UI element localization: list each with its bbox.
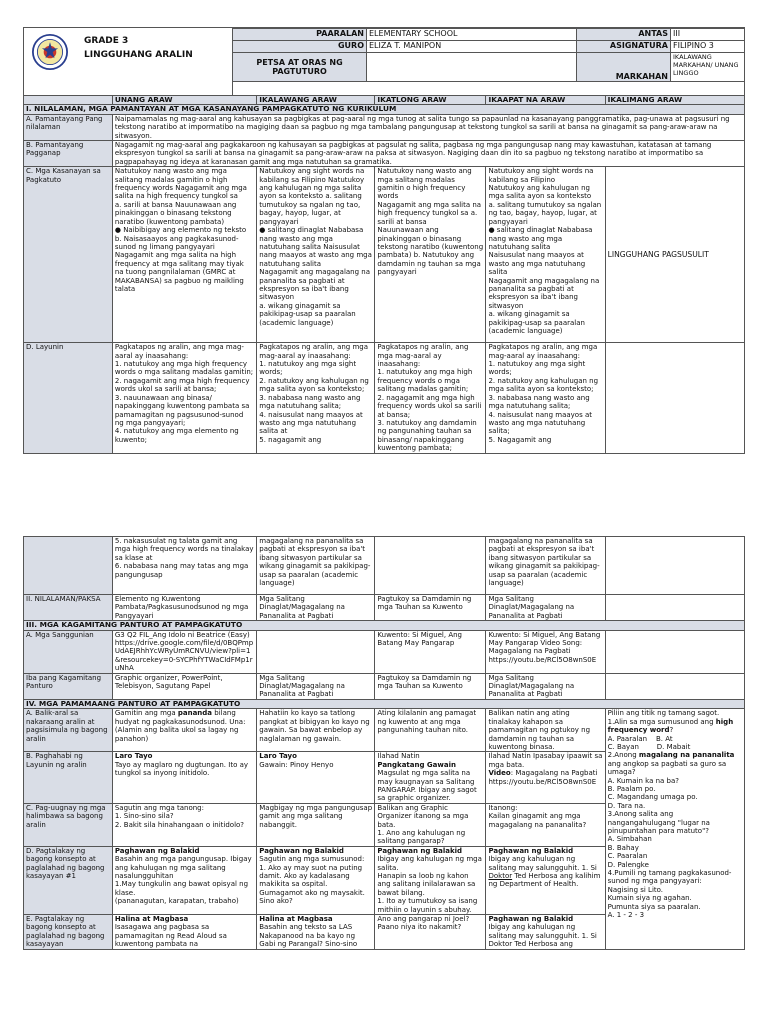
section-iii-heading: III. MGA KAGAMITANG PANTURO AT PAMPAGKATUTO	[24, 621, 745, 630]
paghahabi-day1-text: Tayo ay maglaro ng dugtungan. Ito ay tungkol sa inyong initidolo.	[114, 760, 251, 778]
row-label-pagtalakay-2: E. Pagtalakay ng bagong konsepto at paglalahad ng bagong kasayayan	[24, 915, 113, 950]
layunin-cont-day5	[605, 537, 744, 595]
pag-uugnay-day2: Magbigay ng mga pangungusap gamit ang mga salitang nabanggit.	[257, 803, 375, 846]
antas-value: III	[671, 29, 745, 41]
row-label-paghahabi: B. Paghahabi ng Layunin ng aralin	[24, 752, 113, 803]
kagamitan-day4: Mga Salitang Dinaglat/Magagalang na Pananalita at Pagbati	[486, 673, 605, 699]
asignatura-value: FILIPINO 3	[671, 41, 745, 53]
pag-uugnay-day3: Balikan ang Graphic Organizer itanong sa mga bata. 1. Ano ang kahulugan ng salitang pangarap?	[375, 803, 486, 846]
paghahabi-day3-intro: Ilahad Natin	[377, 752, 420, 761]
sanggunian-day2	[257, 630, 375, 673]
nilalaman-day3: Pagtukoy sa Damdamin ng mga Tauhan sa Kuwento	[375, 595, 486, 621]
paghahabi-day1	[112, 752, 256, 803]
header-left	[24, 28, 233, 96]
pagtalakay-2-day2-title: Halina at Magbasa	[259, 915, 333, 924]
section-iv-heading: IV. MGA PAMAMAANG PANTURO AT PAMPAGKATUTO	[24, 699, 745, 708]
grade-title: GRADE 3	[84, 36, 129, 46]
pagtalakay-2-day3: Ano ang pangarap ni Joel? Paano niya ito nakamit?	[375, 915, 486, 950]
pagtalakay-1-day1	[112, 846, 256, 914]
pagtalakay-1-day2	[257, 846, 375, 914]
colhead-day2: IKALAWANG ARAW	[257, 96, 375, 105]
row-label-nilalaman: II. NILALAMAN/PAKSA	[24, 595, 113, 621]
nilalaman-day1: Elemento ng Kuwentong Pambata/Pagkasusunodsunod ng mga Pangyayari	[112, 595, 256, 621]
paghahabi-day2	[257, 752, 375, 803]
kagamitan-day2: Mga Salitang Dinaglat/Magagalang na Pananalita at Pagbati	[257, 673, 375, 699]
layunin-day4: Pagkatapos ng aralin, ang mga mag-aaral ay inaasahang: 1. natutukoy ang mga sight words; 2. natutukoy ang kahulugan ng mga salita ayon sa konteksto; 3. nababasa nang wasto ang mga natutuhang salita; 4. naisusulat nang maayos at wasto ang mga natutuhang salita; 5. Nagagamit ang	[486, 343, 605, 453]
asignatura-label: ASIGNATURA	[577, 41, 671, 53]
colhead-day1: UNANG ARAW	[112, 96, 256, 105]
row-label-sanggunian: A. Mga Sanggunian	[24, 630, 113, 673]
colhead-day5: IKALIMANG ARAW	[605, 96, 744, 105]
pagtalakay-1-day4-text-a: Ibigay ang kahulugan ng salitang may salungguhit. 1. Si	[488, 855, 600, 872]
pagtalakay-1-day4	[486, 846, 605, 914]
layunin-cont-label	[24, 537, 113, 595]
kagamitan-day5	[605, 673, 744, 699]
layunin-day5	[605, 343, 744, 453]
pagtalakay-1-day3-text: Ibigay ang kahulugan ng mga salita. Hanapin sa loob ng kahon ang salitang inilalarawan sa bawat bilang. 1. Ito ay tumutukoy sa isang mithiin o layunin s abuhay.	[377, 855, 482, 914]
balik-aral-day3: Ating kilalanin ang pamagat ng kuwento at ang mga pangunahing tauhan nito.	[375, 709, 486, 752]
paghahabi-day4	[486, 752, 605, 803]
row-label-pagtalakay-1: D. Pagtalakay ng bagong konsepto at paglalahad ng bagong kasayayan #1	[24, 846, 113, 914]
sanggunian-day4: Kuwento: Si Miguel, Ang Batang May Pangarap Video Song: Magagalang na Pagbati https://youtu.be/RCl5O8wnS0E	[486, 630, 605, 673]
balik-aral-day4: Balikan natin ang ating tinalakay kahapon sa pamamagitan ng pgtukoy ng damdamin ng tauhan sa kuwentong binasa.	[486, 709, 605, 752]
paghahabi-day4-video: Video	[488, 769, 511, 778]
main-table-bottom	[23, 536, 745, 950]
pagtalakay-1-day4-title: Paghawan ng Balakid	[488, 846, 574, 855]
paghahabi-day3	[375, 752, 486, 803]
balik-aral-day1	[112, 709, 256, 752]
row-label-pamantayang-pagganap: B. Pamantayang Pagganap	[24, 141, 113, 167]
kasanayan-day1: Natutukoy nang wasto ang mga salitang madalas gamitin o high frequency words Nagagamit ang mga salita na high frequency tungkol sa a. sarili at bansa Nauunawaan ang pinakinggan o binasang tekstong naratibo (kuwentong pambata) ● Naibibigay ang elemento ng teksto b. Naisasaayos ang pagkakasunod-sunod ng limang pangyayari Nagagamit ang mga salita na high frequency at mga salitang may tiyak na tuong pangnilalaman (GMRC at MAKABANSA) sa pagbuo ng maikling talata	[112, 167, 256, 343]
pagtalakay-1-day1-text: Basahin ang mga pangungusap. Ibigay ang kahulugan ng mga salitang nasalungguhitan 1.May tungkulin ang bawat opisyal ng klase. (pananagutan, karapatan, trabaho)	[114, 855, 252, 906]
row-label-pamantayang-nilalaman: A. Pamantayang Pang nilalaman	[24, 114, 113, 140]
paghahabi-day2-title: Laro Tayo	[259, 752, 297, 761]
markahan-label: MARKAHAN	[577, 53, 671, 82]
layunin-cont-day4: magagalang na pananalita sa pagbati at ekspresyon sa iba't ibang sitwasyon partikular sa wikang ginagamit sa pakikipag-usap sa paaralan (academic language)	[486, 537, 605, 595]
pagtalakay-1-day2-text: Sagutin ang mga sumusunod: 1. Ako ay may suot na puting damit. Ako ay kadalasang makikita sa ospital. Gumagamot ako ng maysakit. Sino ako?	[259, 855, 365, 906]
kasanayan-day4: Natutukoy ang sight words na kabilang sa Filipino Natutukoy ang kahulugan ng mga salita ayon sa konteksto a. salitang tumutukoy sa ngalan ng tao, bagay, hayop, lugar, at pangyayari ● salitang dinaglat Nababasa nang wasto ang mga natutuhang salita Naisusulat nang maayos at wasto ang mga natutuhang salita Nagagamit ang magagalang na pananalita sa pagbati at ekspresyon sa iba't ibang sitwasyon a. wikang ginagamit sa pakikipag-usap sa paaralan (academic language)	[486, 167, 605, 343]
guro-value: ELIZA T. MANIPON	[367, 41, 577, 53]
paghahabi-day1-title: Laro Tayo	[114, 752, 153, 761]
pagtalakay-2-day4-title: Paghawan ng Balakid	[488, 915, 574, 924]
layunin-cont-day2: magagalang na pananalita sa pagbati at ekspresyon sa iba't ibang sitwasyon partikular sa wikang ginagamit sa pakikipag-usap sa paaralan (academic language)	[257, 537, 375, 595]
pagtalakay-2-day2-text: Basahin ang teksto sa LAS Nakapanood na ba kayo ng Gabi ng Parangal? Sino-sino	[259, 923, 358, 949]
main-table-top	[23, 95, 745, 454]
pagtalakay-1-day1-title: Paghawan ng Balakid	[114, 846, 200, 855]
nilalaman-day5	[605, 595, 744, 621]
balik-aral-day1-pananda: pananda	[177, 709, 213, 718]
paaralan-label: PAARALAN	[233, 29, 367, 41]
row-label-layunin: D. Layunin	[24, 343, 113, 453]
colhead-empty	[24, 96, 113, 105]
sanggunian-day3: Kuwento: Si Miguel, Ang Batang May Pangarap	[375, 630, 486, 673]
pagtalakay-1-day2-title: Paghawan ng Balakid	[259, 846, 344, 855]
colhead-day4: IKAAPAT NA ARAW	[486, 96, 605, 105]
layunin-day1: Pagkatapos ng aralin, ang mga mag-aaral ay inaasahang: 1. natutukoy ang mga high frequency words o mga salitang madalas gamitin; 2. nagagamit ang mga high frequency words ukol sa sarili at bansa; 3. nauunawaan ang binasa/ napakinggang kuwentong pambata sa pamamagitan ng pagsusunod-sunod ng mga pangyayari; 4. natutukoy ang mga elemento ng kuwento;	[112, 343, 256, 453]
pagtalakay-2-day4-text: Ibigay ang kahulugan ng salitang may salungguhit. 1. Si Doktor Ted Herbosa ang	[488, 923, 600, 949]
petsa-label: PETSA AT ORAS NG PAGTUTURO	[233, 53, 367, 82]
header-table	[232, 28, 745, 82]
paghahabi-day2-text: Gawain: Pinoy Henyo	[259, 760, 334, 769]
pagtalakay-1-day4-text-b: Ted Herbosa ang kalihim ng Department of Health.	[488, 872, 603, 889]
pagsusulit-day5	[605, 709, 744, 949]
row-label-kagamitan: Iba pang Kagamitang Panturo	[24, 673, 113, 699]
pagsusulit-text-a: Piliin ang titik ng tamang sagot. 1.Alin sa mga sumusunod ang	[607, 709, 720, 726]
row-label-kasanayan: C. Mga Kasanayan sa Pagkatuto	[24, 167, 113, 343]
paghahabi-day4-text: : Magagalang na Pagbati https://youtu.be/RCl5O8wnS0E	[488, 769, 600, 786]
pagsusulit-text-e: ang angkop sa pagbati sa guro sa umaga? A. Kumain ka na ba? B. Paalam po. C. Magandang umaga po. D. Tara na. 3.Anong salita ang nangangahulugang "lugar na pinupuntahan para matuto"? A. Simbahan B. Bahay C. Paaralan D. Palengke 4.Pumili ng tamang pagkakasunod-sunod ng mga pangyayari: Nagising si Lito. Kumain siya ng agahan. Pumunta siya sa paaralan. A. 1 - 2 - 3	[607, 759, 732, 920]
pamantayang-nilalaman-text: Naipamamalas ng mag-aaral ang kahusayan sa pagbigkas at pag-aaral ng mga tunog at salita tungo sa papaunlad na kasanayang panggramatika, pag-unawa at pagsusuri ng tekstong naratibo at impormatibo na magiging daan sa pagbuo ng mga tambalang pangungusap at tekstong tungkol sa sarili at bansa na ginagamit sa pang-araw-araw na sitwasyon.	[112, 114, 744, 140]
kagamitan-day3: Pagtukoy sa Damdamin ng mga Tauhan sa Kuwento	[375, 673, 486, 699]
pagtalakay-1-day3-title: Paghawan ng Balakid	[377, 846, 463, 855]
plan-title: LINGGUHANG ARALIN	[84, 50, 193, 60]
pagtalakay-1-day3	[375, 846, 486, 914]
pagtalakay-2-day4	[486, 915, 605, 950]
row-label-pag-uugnay: C. Pag-uugnay ng mga halimbawa sa bagong aralin	[24, 803, 113, 846]
pag-uugnay-day1: Sagutin ang mga tanong: 1. Sino-sino sila? 2. Bakit sila hinahangaan o initidolo?	[112, 803, 256, 846]
nilalaman-day2: Mga Salitang Dinaglat/Magagalang na Pananalita at Pagbati	[257, 595, 375, 621]
pag-uugnay-day4: Itanong: Kailan ginagamit ang mga magagalang na pananalita?	[486, 803, 605, 846]
layunin-cont-day3	[375, 537, 486, 595]
sanggunian-day1: G3 Q2 FIL_Ang Idolo ni Beatrice (Easy) https://drive.google.com/file/d/0BQPmpUdAEJRhhYcWRyUmRCNVU/view?pli=1&resourcekey=0-SYCPhfYTWaCIdFMp1ruNhA	[112, 630, 256, 673]
pagtalakay-2-day2	[257, 915, 375, 950]
pamantayang-pagganap-text: Nagagamit ng mag-aaral ang pagkakaroon ng kahusayan sa pagbigkas at pagsulat ng salita, pagbasa ng mga pangungusap nang may kawastuhan, katatasan at tamang ekspresyon tungkol sa sarili at bansa na ginagamit sa pang-araw-araw na paksa at sitwasyon. Nagiging daan din ito sa pagbuo ng tekstong naratibo at impormatibo sa pagpapahayag ng ideya at karanasan gamit ang mga natutuhan sa gramatika.	[112, 141, 744, 167]
deped-seal-icon	[32, 34, 68, 70]
pagtalakay-1-day4-doktor: Doktor	[488, 872, 513, 880]
pagsusulit-text-c: ? A. Paaralan B. At C. Bayan D. Mabait 2.Anong	[607, 726, 691, 760]
paaralan-value: ELEMENTARY SCHOOL	[367, 29, 577, 41]
layunin-day2: Pagkatapos ng aralin, ang mga mag-aaral ay inaasahang: 1. natutukoy ang mga sight words; 2. natutukoy ang kahulugan ng mga salita ayon sa konteksto; 3. nababasa nang wasto ang mga natutuhang salita; 4. naisusulat nang maayos at wasto ang mga natutuhang salita at 5. nagagamit ang	[257, 343, 375, 453]
row-label-balik-aral: A. Balik-aral sa nakaraang aralin at pagsisimula ng bagong aralin	[24, 709, 113, 752]
nilalaman-day4: Mga Salitang Dinaglat/Magagalang na Pananalita at Pagbati	[486, 595, 605, 621]
pagtalakay-2-day1	[112, 915, 256, 950]
sanggunian-day5	[605, 630, 744, 673]
pagsusulit-high-frequency: high frequency word	[607, 717, 736, 735]
pagtalakay-2-day1-title: Halina at Magbasa	[114, 915, 189, 924]
markahan-value: IKALAWANG MARKAHAN/ UNANG LINGGO	[671, 53, 745, 82]
balik-aral-day2: Hahatiin ko kayo sa tatlong pangkat at bibigyan ko kayo ng gawain. Sa bawat enbelop ay naglalaman ng gawain.	[257, 709, 375, 752]
paghahabi-day3-title: Pangkatang Gawain	[377, 760, 456, 769]
pagsusulit-magalang: magalang na pananalita	[638, 751, 735, 760]
kagamitan-day1: Graphic organizer, PowerPoint, Telebisyon, Sagutang Papel	[112, 673, 256, 699]
petsa-value	[367, 53, 577, 82]
balik-aral-day1-text-a: Gamitin ang mga	[114, 709, 178, 718]
antas-label: ANTAS	[577, 29, 671, 41]
pagtalakay-2-day1-text: Isasagawa ang pagbasa sa pamamagitan ng Read Aloud sa kuwentong pambata na	[114, 923, 230, 949]
paghahabi-day3-text: Magsulat ng mga salita na may kaugnayan sa Salitang PANGARAP. Ibigay ang sagot sa graphic organizer.	[377, 769, 479, 803]
layunin-cont-day1: 5. nakasusulat ng talata gamit ang mga high frequency words na tinalakay sa klase at 6. nababasa nang may tatas ang mga pangungusap	[112, 537, 256, 595]
kasanayan-day3: Natutukoy nang wasto ang mga salitang madalas gamitin o high frequency words Nagagamit ang mga salita na high frequency tungkol sa a. sarili at bansa Nauunawaan ang pinakinggan o binasang tekstong naratibo (kuwentong pambata) b. Natutukoy ang damdamin ng tauhan sa mga pangyayari	[375, 167, 486, 343]
header	[23, 27, 745, 97]
layunin-day3: Pagkatapos ng aralin, ang mga mag-aaral ay inaasahang: 1. natutukoy ang mga high frequency words o mga salitang madalas gamitin; 2. nagagamit ang mga high frequency words ukol sa sarili at bansa; 3. natutukoy ang damdamin ng pangunahing tauhan sa binasang/ napakinggang kuwentong pambata;	[375, 343, 486, 453]
kasanayan-day5: LINGGUHANG PAGSUSULIT	[605, 167, 744, 343]
section-i-heading: I. NILALAMAN, MGA PAMANTAYAN AT MGA KASANAYANG PAMPAGKATUTO NG KURIKULUM	[24, 105, 745, 114]
guro-label: GURO	[233, 41, 367, 53]
kasanayan-day2: Natutukoy ang sight words na kabilang sa Filipino Natutukoy ang kahulugan ng mga salita ayon sa konteksto a. salitang tumutukoy sa ngalan ng tao, bagay, hayop, lugar, at pangyayari ● salitang dinaglat Nababasa nang wasto ang mga natutuhang salita Naisusulat nang maayos at wasto ang mga natutuhang salita Nagagamit ang magagalang na pananalita sa pagbati at ekspresyon sa iba't ibang sitwasyon a. wikang ginagamit sa pakikipag-usap sa paaralan (academic language)	[257, 167, 375, 343]
balik-aral-day1-text-c: bilang hudyat ng pagkakasunodsunod. Una: (Alamin ang balita ukol sa lagay ng panahon)	[114, 709, 248, 743]
colhead-day3: IKATLONG ARAW	[375, 96, 486, 105]
paghahabi-day4-intro: Ilahad Natin Ipasabay ipaawit sa mga bata.	[488, 752, 605, 769]
